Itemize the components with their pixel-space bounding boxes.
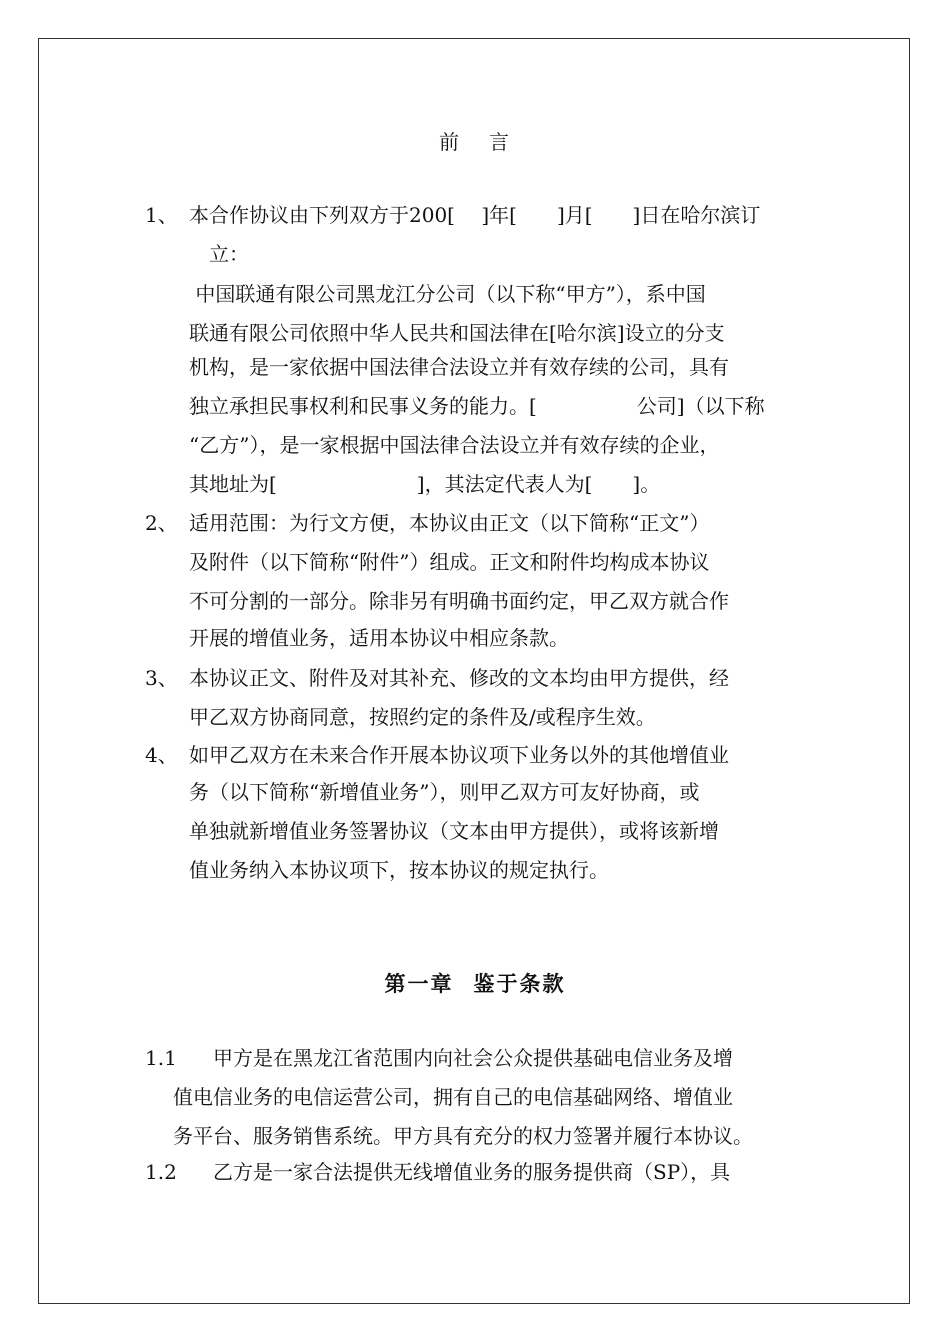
chapter-name: 鉴于条款 — [473, 971, 566, 996]
item-1-line-7: “乙方”），是一家根据中国法律合法设立并有效存续的企业， — [189, 433, 720, 457]
preface-title-left: 前 — [439, 130, 461, 154]
item-4-line-4: 值业务纳入本协议项下，按本协议的规定执行。 — [189, 858, 609, 882]
item-2-line-2: 及附件（以下简称“附件”）组成。正文和附件均构成本协议 — [189, 550, 710, 574]
item-1-line-8: 其地址为[ ]，其法定代表人为[ ]。 — [189, 472, 661, 496]
item-4-line-1: 如甲乙双方在未来合作开展本协议项下业务以外的其他增值业 — [189, 743, 729, 767]
clause-number: 1.2 — [145, 1160, 177, 1184]
item-3-line-2: 甲乙双方协商同意，按照约定的条件及/或程序生效。 — [189, 705, 656, 729]
item-number: 2、 — [145, 511, 178, 535]
item-1-line-4: 联通有限公司依照中华人民共和国法律在[哈尔滨]设立的分支 — [189, 321, 725, 345]
item-1-line-6: 独立承担民事权利和民事义务的能力。[ 公司]（以下称 — [189, 394, 765, 418]
item-number: 3、 — [145, 666, 178, 690]
clause-1-2-line-1: 乙方是一家合法提供无线增值业务的服务提供商（SP），具 — [213, 1160, 731, 1184]
item-1-line-5: 机构，是一家依据中国法律合法设立并有效存续的公司，具有 — [189, 355, 729, 379]
item-4-line-2: 务（以下简称“新增值业务”），则甲乙双方可友好协商，或 — [189, 780, 700, 804]
preface-title-right: 言 — [489, 130, 511, 154]
item-1-line-2: 立： — [189, 242, 249, 266]
item-2-line-3: 不可分割的一部分。除非另有明确书面约定，甲乙双方就合作 — [189, 589, 729, 613]
preface-title — [0, 126, 950, 155]
item-1-line-3: 中国联通有限公司黑龙江分公司（以下称“甲方”），系中国 — [189, 282, 706, 306]
chapter-title — [0, 968, 950, 998]
item-4-line-3: 单独就新增值业务签署协议（文本由甲方提供），或将该新增 — [189, 819, 719, 843]
chapter-number: 第一章 — [384, 971, 454, 996]
clause-1-1-line-3: 务平台、服务销售系统。甲方具有充分的权力签署并履行本协议。 — [173, 1124, 753, 1148]
clause-1-1-line-2: 值电信业务的电信运营公司，拥有自己的电信基础网络、增值业 — [173, 1085, 733, 1109]
item-number: 1、 — [145, 203, 178, 227]
clause-1-1-line-1: 甲方是在黑龙江省范围内向社会公众提供基础电信业务及增 — [213, 1046, 733, 1070]
item-2-line-1: 适用范围：为行文方便，本协议由正文（以下简称“正文”） — [189, 511, 710, 535]
clause-number: 1.1 — [145, 1046, 177, 1070]
item-3-line-1: 本协议正文、附件及对其补充、修改的文本均由甲方提供，经 — [189, 666, 729, 690]
item-2-line-4: 开展的增值业务，适用本协议中相应条款。 — [189, 626, 569, 650]
item-number: 4、 — [145, 743, 178, 767]
item-1-line-1: 本合作协议由下列双方于200[ ]年[ ]月[ ]日在哈尔滨订 — [189, 203, 761, 227]
